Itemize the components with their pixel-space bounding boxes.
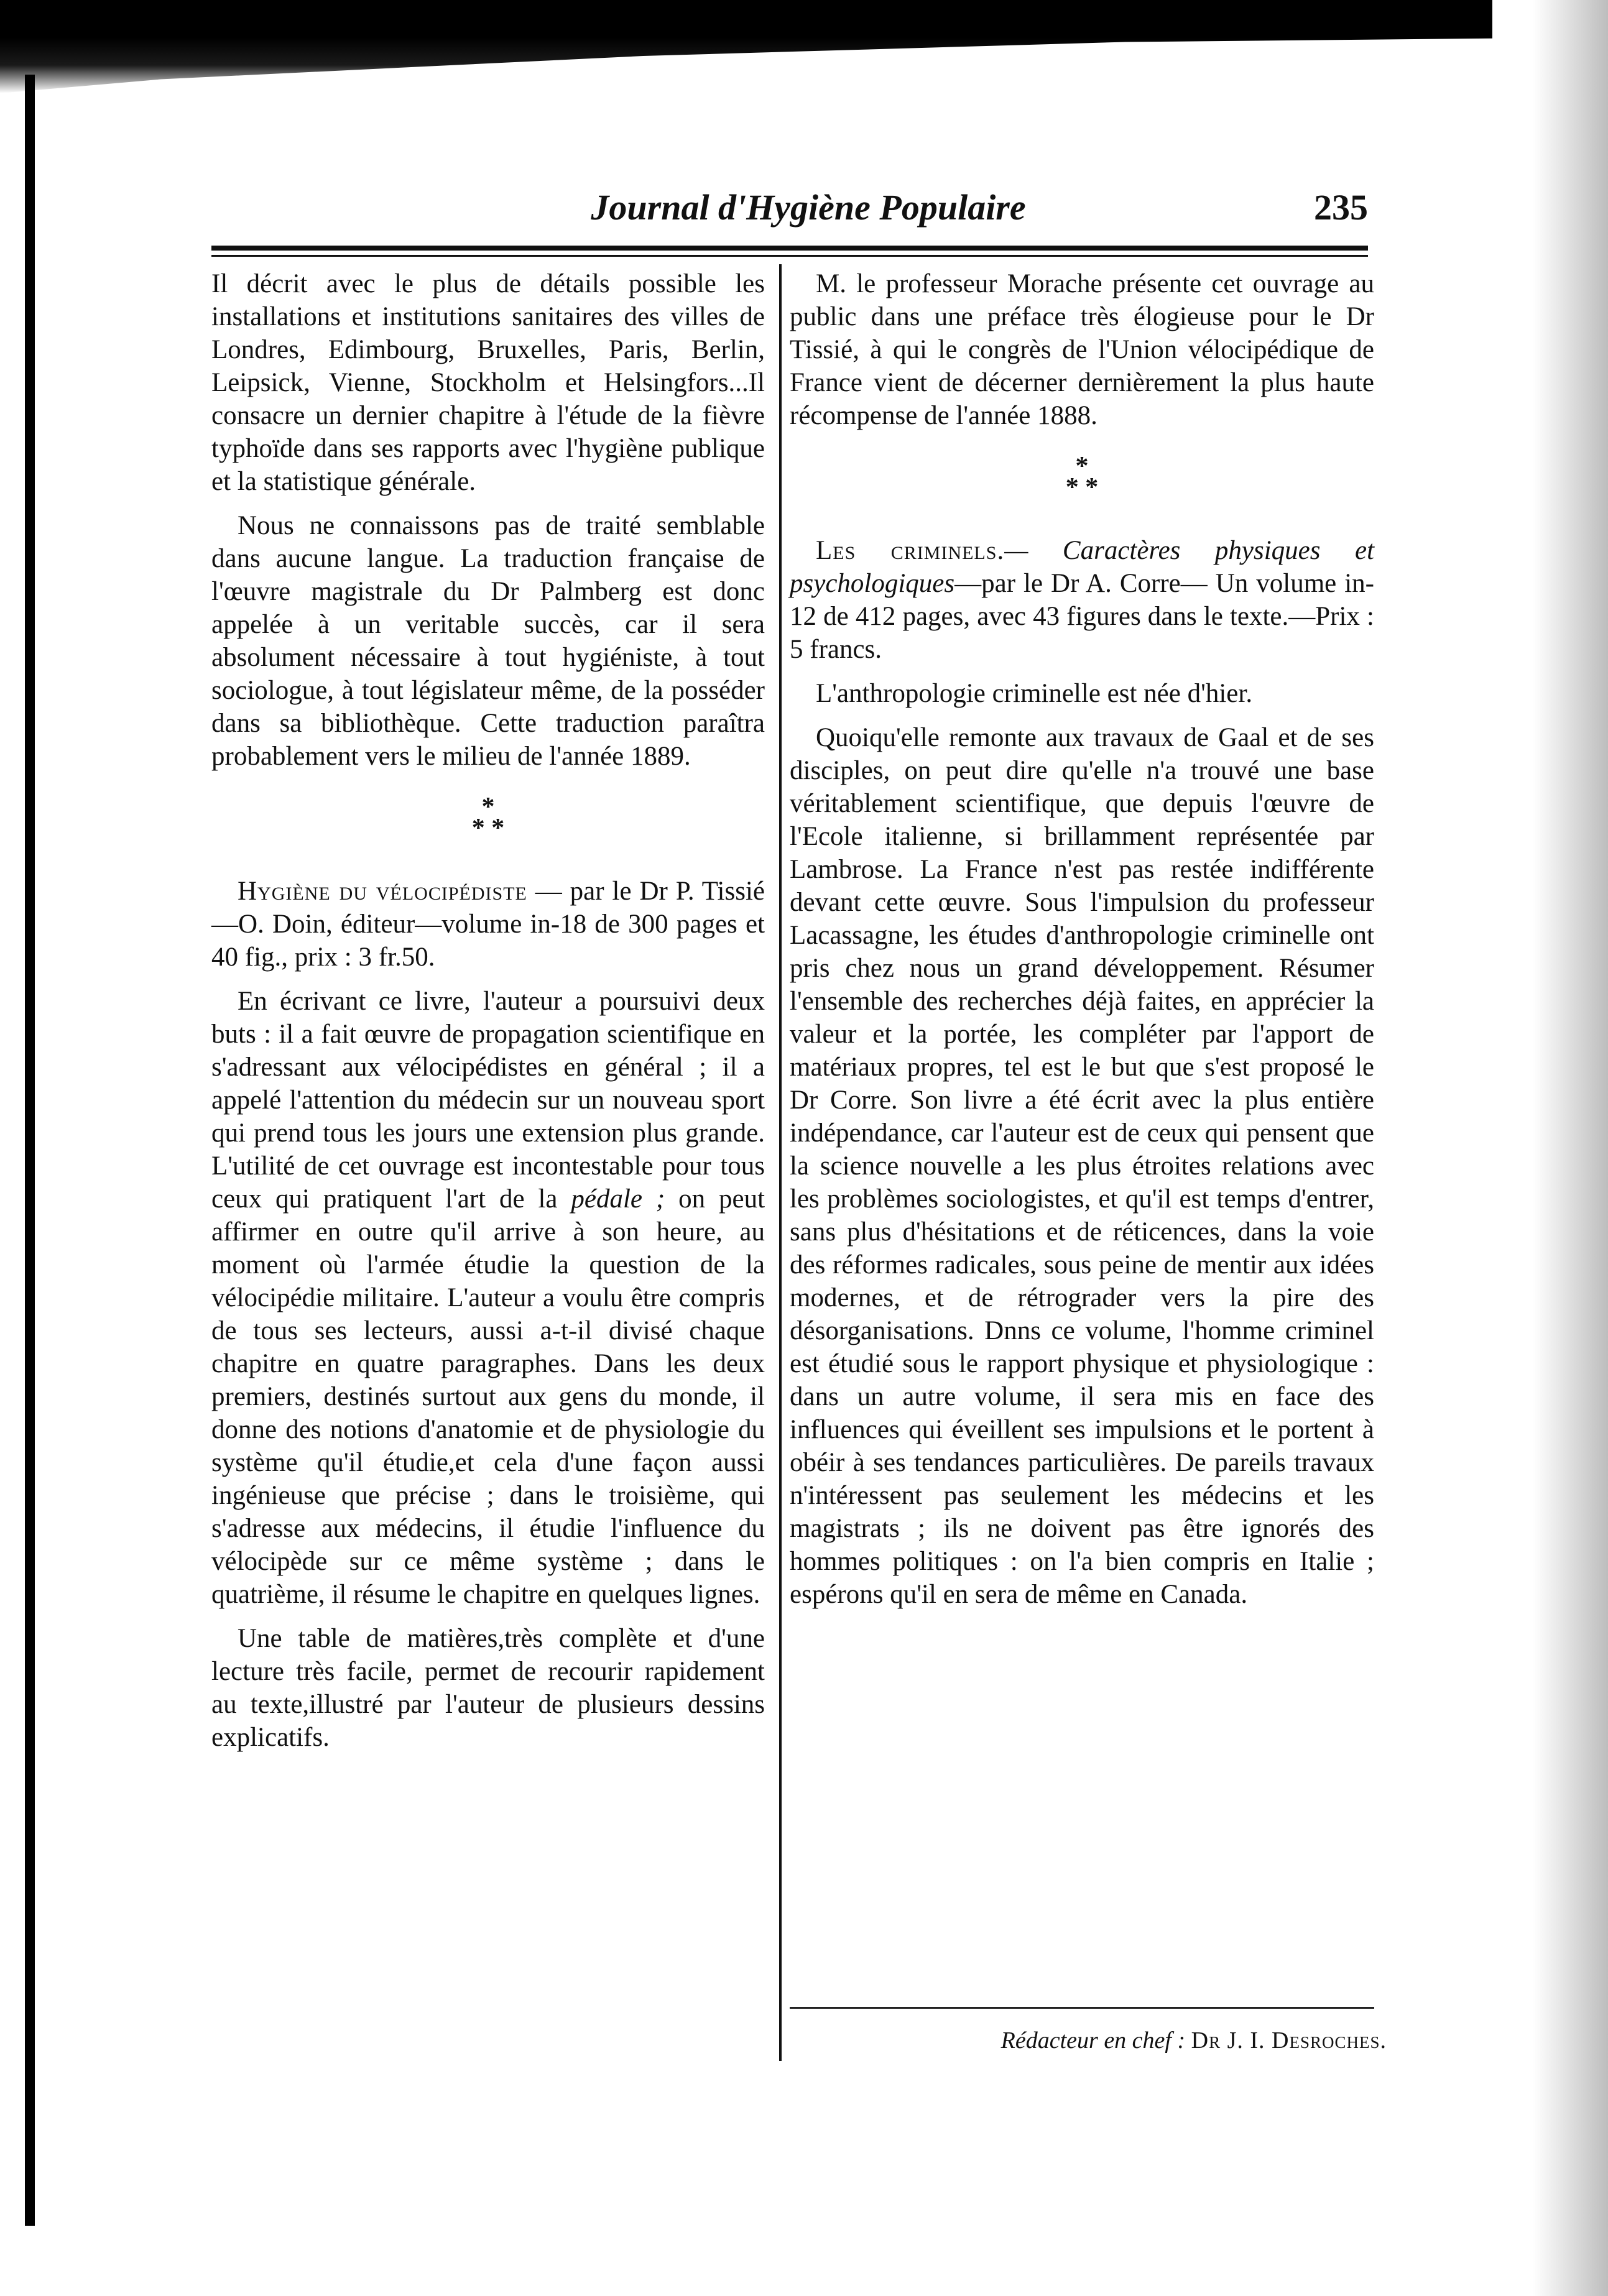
review-title: Les criminels. (816, 536, 1005, 565)
journal-title: Journal d'Hygiène Populaire (591, 187, 1026, 228)
running-header (497, 187, 1405, 230)
right-paragraph-2: L'anthropologie criminelle est née d'hier. (816, 679, 1253, 708)
left-column (211, 267, 765, 1765)
asterism-separator: * * * (1065, 452, 1099, 502)
left-paragraph-3-text-b: on peut affirmer en outre qu'il arrive à son heure, au moment où l'armée étudie la question de la vélocipédie militaire. L'auteur a voulu être compris de tous ses lecteurs, aussi a-t-il divisé chaque chapitre en quatre paragraphes. Dans les deux premiers, destinés surtout aux gens du monde, il donne des notions d'anatomie et de physiologie du système qu'il étudie,et cela d'une façon aussi ingénieuse que précise ; dans le troisième, qui s'adresse aux médecins, il étudie l'influence du vélocipède sur ce même système ; dans le quatrième, il résume le chapitre en quelques lignes. (211, 1184, 765, 1609)
page-number: 235 (1314, 187, 1368, 228)
review-subtitle: — Caractères physiques et psychologiques (790, 536, 1375, 598)
asterism-separator: * * * (471, 793, 505, 842)
header-rule (211, 246, 1368, 251)
review-meta: — par le Dr P. Tissié—O. Doin, éditeur—volume in-18 de 300 pages et 40 fig., prix : 3 fr.50. (211, 877, 765, 972)
editor-signature (827, 2027, 1387, 2054)
right-paragraph-1: M. le professeur Morache présente cet ouvrage au public dans une préface très élogieuse pour le Dr Tissié, à qui le congrès de l'Union vélocipédique de France vient de décerner dernièrement la plus haute récompense de l'année 1888. (790, 269, 1374, 430)
left-paragraph-3-text-a: En écrivant ce livre, l'auteur a poursuivi deux buts : il a fait œuvre de propagation scientifique en s'adressant aux vélocipédistes en général ; il a appelé l'attention du médecin sur un nouveau sport qui prend tous les jours une extension plus grande. L'utilité de cet ouvrage est incontestable pour tous ceux qui pratiquent l'art de la (211, 987, 765, 1214)
signature-name: Dr J. I. Desroches. (1191, 2027, 1387, 2054)
left-paragraph-4: Une table de matières,très complète et d'une lecture très facile, permet de recourir rapidement au texte,illustré par l'auteur de plusieurs dessins explicatifs. (211, 1624, 765, 1752)
signature-rule (790, 2007, 1374, 2009)
review-meta: —par le Dr A. Corre— Un volume in-12 de 412 pages, avec 43 figures dans le texte.—Prix : 5 francs. (790, 569, 1374, 664)
left-paragraph-3 (211, 985, 765, 1611)
left-paragraph-1: Il décrit avec le plus de détails possible les installations et institutions sanitaires des villes de Londres, Edimbourg, Bruxelles, Paris, Berlin, Leipsick, Vienne, Stockholm et Helsingfors...Il consacre un dernier chapitre à l'étude de la fièvre typhoïde dans ses rapports avec l'hygiène publique et la statistique générale. (211, 269, 765, 496)
review-title: Hygiène du vélocipédiste (238, 877, 527, 906)
review-heading-criminels (790, 534, 1374, 666)
left-paragraph-2: Nous ne connaissons pas de traité semblable dans aucune langue. La traduction française de l'œuvre magistrale du Dr Palmberg est donc appelée à un veritable succès, car il sera absolument nécessaire à tout hygiéniste, à tout sociologue, à tout législateur même, de la posséder dans sa bibliothèque. Cette traduction paraîtra probablement vers le milieu de l'année 1889. (211, 511, 765, 771)
signature-label: Rédacteur en chef : (1000, 2027, 1186, 2054)
header-rule-thin (211, 255, 1368, 257)
column-divider (779, 264, 782, 2061)
right-column (790, 267, 1374, 1622)
left-paragraph-3-italic: pédale ; (571, 1184, 665, 1214)
right-paragraph-3: Quoiqu'elle remonte aux travaux de Gaal et de ses disciples, on peut dire qu'elle n'a trouvé une base véritablement scientifique, que depuis l'œuvre de l'Ecole italienne, si brillamment représentée par Lambrose. La France n'est pas restée indifférente devant cette œuvre. Sous l'impulsion du professeur Lacassagne, les études d'anthropologie criminelle ont pris chez nous un grand développement. Résumer l'ensemble des recherches déjà faites, en apprécier la valeur et la portée, les compléter par l'apport de matériaux propres, tel est le but que s'est proposé le Dr Corre. Son livre a été écrit avec la plus entière indépendance, car l'auteur est de ceux qui pensent que la science nouvelle a les plus étroites relations avec les problèmes sociologistes, et qu'il est temps d'entrer, sans plus d'hésitations et de réticences, dans la voie des réformes radicales, sous peine de mentir aux idées modernes, et de rétrograder vers la pire des désorganisations. Dnns ce volume, l'homme criminel est étudié sous le rapport physique et physiologique : dans un autre volume, il sera mis en face des influences qui éveillent ses impulsions et le portent à obéir à ses tendances particulières. De pareils travaux n'intéressent pas seulement les médecins et les magistrats ; ils ne doivent pas être ignorés des hommes politiques : on l'a bien compris en Italie ; espérons qu'il en sera de même en Canada. (790, 723, 1374, 1609)
review-heading-velocipediste (211, 875, 765, 974)
